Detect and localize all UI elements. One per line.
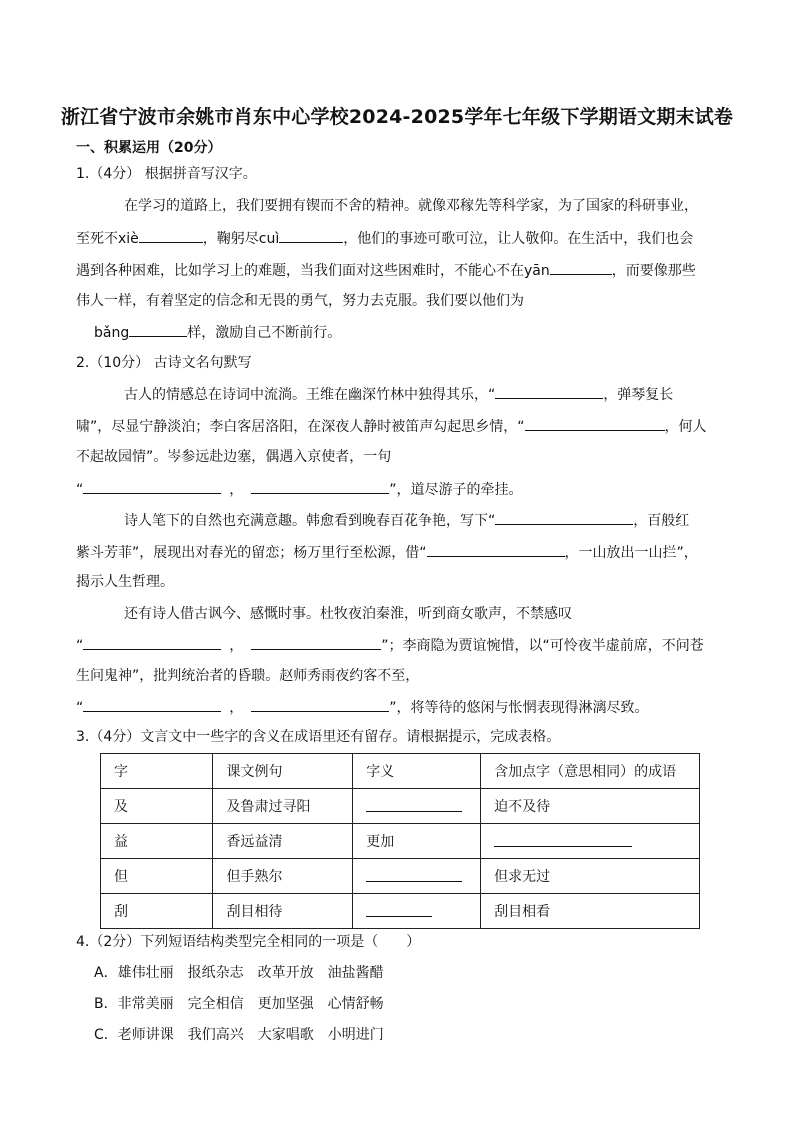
option-a[interactable]: A．雄伟壮丽 报纸杂志 改革开放 油盐酱醋	[94, 965, 384, 981]
table-cell: 香远益清	[213, 824, 353, 859]
q1-text: 遇到各种困难，比如学习上的难题，当我们面对这些困难时，不能心不在yān	[76, 263, 550, 279]
answer-blank[interactable]	[251, 478, 389, 494]
q2-line-4	[76, 478, 523, 501]
idiom-table	[100, 753, 700, 929]
table-cell: 刮目相待	[213, 894, 353, 929]
table-cell: 益	[101, 824, 213, 859]
q2-text: ”，将等待的悠闲与怅惘表现得淋漓尽致。	[389, 700, 649, 716]
answer-blank[interactable]	[366, 867, 462, 882]
q2-text: 古人的情感总在诗词中流淌。王维在幽深竹林中独得其乐，“	[124, 387, 496, 403]
q1-line-5	[94, 321, 341, 344]
table-cell	[481, 824, 700, 859]
q1-line-4: 伟人一样，有着坚定的信念和无畏的勇气，努力去克服。我们要以他们为	[76, 293, 524, 309]
question-4-heading: 4.（2分）下列短语结构类型完全相同的一项是（ ）	[76, 934, 421, 950]
table-cell: 迫不及待	[481, 789, 700, 824]
q2-text: “	[76, 700, 84, 716]
q1-text: ，鞠躬尽cuì	[202, 231, 280, 247]
q1-text: ，他们的事迹可歌可泣，让人敬仰。在生活中，我们也会	[343, 231, 694, 247]
answer-blank[interactable]	[83, 478, 221, 494]
answer-blank[interactable]	[495, 383, 603, 399]
answer-blank[interactable]	[495, 509, 633, 525]
table-header-cell: 含加点字（意思相同）的成语	[481, 754, 700, 789]
table-header-cell: 课文例句	[213, 754, 353, 789]
q2-line-1	[124, 383, 673, 406]
answer-blank-yan[interactable]	[550, 259, 612, 275]
table-cell: 及鲁肃过寻阳	[213, 789, 353, 824]
question-1-heading: 1.（4分） 根据拼音写汉字。	[76, 166, 257, 182]
q2-text: ，弹琴复长	[603, 387, 674, 403]
answer-blank[interactable]	[83, 634, 221, 650]
q2-text: ，一山放出一山拦”，	[564, 545, 698, 561]
table-cell: 但	[101, 859, 213, 894]
q2-line-11	[76, 696, 649, 719]
q2-text: ，	[229, 482, 244, 498]
table-cell	[353, 789, 481, 824]
table-cell: 但求无过	[481, 859, 700, 894]
table-header-cell: 字义	[353, 754, 481, 789]
q2-text: “	[76, 482, 84, 498]
table-row	[101, 789, 700, 824]
answer-blank-bang[interactable]	[129, 321, 187, 337]
answer-blank[interactable]	[427, 541, 565, 557]
q2-line-3: 不起故园情”。岑参远赴边塞，偶遇入京使者，一句	[76, 449, 392, 465]
q2-line-5	[124, 509, 689, 532]
table-header-cell: 字	[101, 754, 213, 789]
table-cell: 刮目相看	[481, 894, 700, 929]
q2-line-10: 生问鬼神”，批判统治者的昏聩。赵师秀雨夜约客不至，	[76, 668, 420, 684]
answer-blank[interactable]	[525, 415, 665, 431]
q2-text: ，何人	[664, 419, 707, 435]
q1-text: ，而要像那些	[611, 263, 696, 279]
table-cell: 更加	[353, 824, 481, 859]
q2-text: ，	[229, 700, 244, 716]
answer-blank[interactable]	[83, 696, 221, 712]
option-c[interactable]: C．老师讲课 我们高兴 大家唱歌 小明进门	[94, 1027, 384, 1043]
q2-line-8: 还有诗人借古讽今、感慨时事。杜牧夜泊秦淮，听到商女歌声，不禁感叹	[124, 606, 572, 622]
q2-text: 诗人笔下的自然也充满意趣。韩愈看到晚春百花争艳，写下“	[124, 513, 496, 529]
answer-blank[interactable]	[366, 797, 462, 812]
answer-blank[interactable]	[494, 832, 632, 847]
table-cell	[353, 859, 481, 894]
q1-text: 至死不xiè	[76, 231, 139, 247]
answer-blank[interactable]	[251, 634, 381, 650]
q2-line-2	[76, 415, 707, 438]
table-cell: 及	[101, 789, 213, 824]
table-row	[101, 894, 700, 929]
q1-line-1: 在学习的道路上，我们要拥有锲而不舍的精神。就像邓稼先等科学家，为了国家的科研事业，	[124, 198, 698, 214]
q1-text: 样，激励自己不断前行。	[187, 325, 342, 341]
table-cell: 刮	[101, 894, 213, 929]
q2-text: ”；李商隐为贾谊惋惜，以“可怜夜半虚前席，不问苍	[381, 638, 704, 654]
table-row	[101, 859, 700, 894]
q1-line-3	[76, 259, 696, 282]
question-2-heading: 2.（10分） 古诗文名句默写	[76, 355, 252, 371]
answer-blank-xie[interactable]	[139, 227, 203, 243]
table-header-row	[101, 754, 700, 789]
q2-text: 啸”，尽显宁静淡泊；李白客居洛阳，在深夜人静时被笛声勾起思乡情，“	[76, 419, 525, 435]
q2-line-9	[76, 634, 704, 657]
q2-text: ，百般红	[633, 513, 690, 529]
q2-line-6	[76, 541, 698, 564]
q2-line-7: 揭示人生哲理。	[76, 574, 174, 590]
exam-title: 浙江省宁波市余姚市肖东中心学校2024-2025学年七年级下学期语文期末试卷	[60, 106, 734, 128]
q1-text: bǎng	[94, 325, 130, 341]
question-3-heading: 3.（4分）文言文中一些字的含义在成语里还有留存。请根据提示，完成表格。	[76, 729, 561, 745]
answer-blank[interactable]	[366, 902, 432, 917]
q2-text: 紫斗芳菲”，展现出对春光的留恋；杨万里行至松源，借“	[76, 545, 427, 561]
option-b[interactable]: B．非常美丽 完全相信 更加坚强 心情舒畅	[94, 996, 384, 1012]
section-heading: 一、积累运用（20分）	[76, 140, 222, 156]
table-cell: 但手熟尔	[213, 859, 353, 894]
q2-text: ”，道尽游子的牵挂。	[389, 482, 523, 498]
q2-text: “	[76, 638, 84, 654]
table-row	[101, 824, 700, 859]
q1-line-2	[76, 227, 693, 250]
answer-blank-cui[interactable]	[279, 227, 343, 243]
q2-text: ，	[229, 638, 244, 654]
answer-blank[interactable]	[251, 696, 389, 712]
table-cell	[353, 894, 481, 929]
